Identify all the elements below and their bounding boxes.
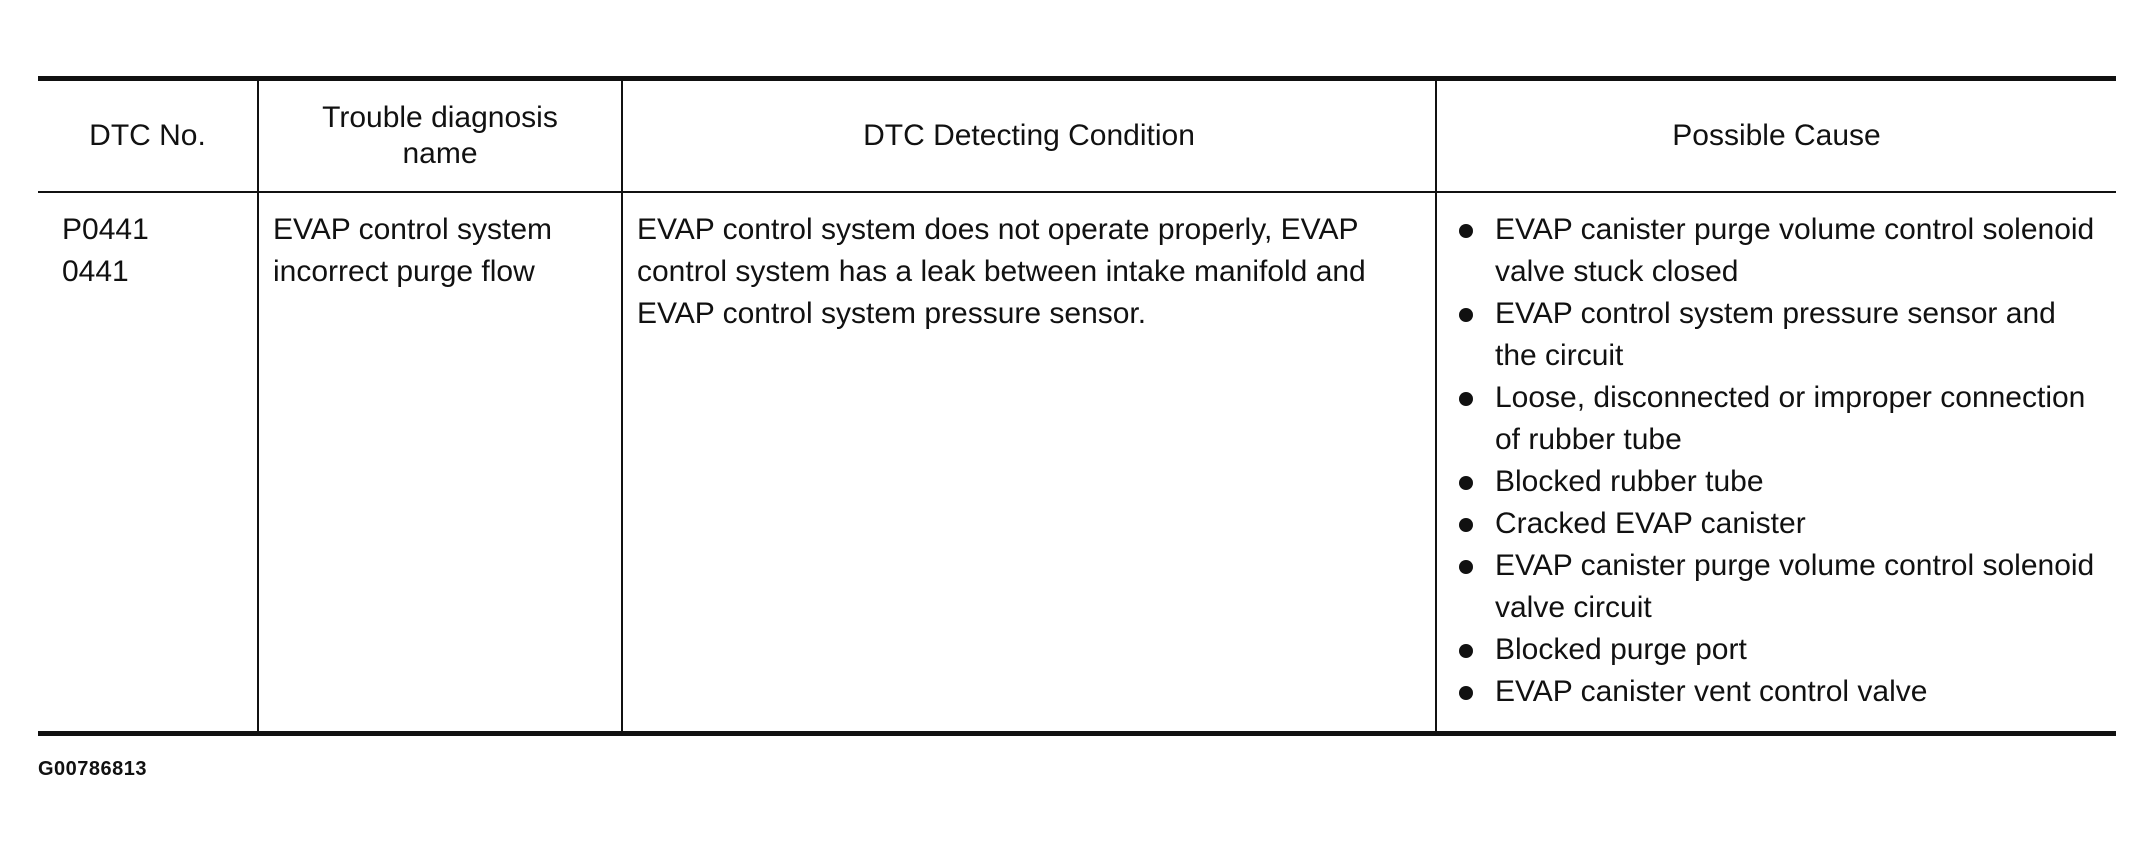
bullet-icon bbox=[1459, 476, 1473, 490]
cause-text: Blocked rubber tube bbox=[1495, 465, 1764, 498]
cause-text: Cracked EVAP canister bbox=[1495, 507, 1806, 540]
header-dtc-detecting-condition: DTC Detecting Condition bbox=[622, 79, 1436, 193]
list-item bbox=[1451, 293, 2102, 377]
header-trouble-line-2: name bbox=[402, 137, 478, 170]
bullet-icon bbox=[1459, 686, 1473, 700]
header-possible-cause: Possible Cause bbox=[1436, 79, 2116, 193]
dtc-table bbox=[38, 76, 2116, 736]
header-row bbox=[38, 79, 2116, 193]
cause-text: EVAP control system pressure sensor and the circuit bbox=[1495, 297, 2056, 372]
possible-cause-cell bbox=[1436, 192, 2116, 734]
dtc-code-cell bbox=[38, 192, 258, 734]
trouble-name-cell: EVAP control system incorrect purge flow bbox=[258, 192, 622, 734]
bullet-icon bbox=[1459, 224, 1473, 238]
list-item bbox=[1451, 629, 2102, 671]
list-item bbox=[1451, 377, 2102, 461]
bullet-icon bbox=[1459, 560, 1473, 574]
bullet-icon bbox=[1459, 392, 1473, 406]
cause-text: EVAP canister purge volume control solenoid valve stuck closed bbox=[1495, 213, 2095, 288]
bullet-icon bbox=[1459, 644, 1473, 658]
dtc-code-secondary: 0441 bbox=[62, 255, 129, 288]
table-body bbox=[38, 192, 2116, 734]
cause-text: EVAP canister vent control valve bbox=[1495, 675, 1928, 708]
cause-text: EVAP canister purge volume control solenoid valve circuit bbox=[1495, 549, 2095, 624]
figure-id: G00786813 bbox=[38, 758, 148, 780]
cause-text: Loose, disconnected or improper connection of rubber tube bbox=[1495, 381, 2086, 456]
bullet-icon bbox=[1459, 518, 1473, 532]
table-header bbox=[38, 79, 2116, 193]
header-trouble-line-1: Trouble diagnosis bbox=[322, 101, 558, 134]
detecting-condition-cell: EVAP control system does not operate properly, EVAP control system has a leak between intake manifold and EVAP control system pressure sensor. bbox=[622, 192, 1436, 734]
list-item bbox=[1451, 461, 2102, 503]
list-item bbox=[1451, 545, 2102, 629]
list-item bbox=[1451, 209, 2102, 293]
dtc-code-primary: P0441 bbox=[62, 213, 149, 246]
cause-text: Blocked purge port bbox=[1495, 633, 1747, 666]
cause-list bbox=[1451, 209, 2102, 713]
list-item bbox=[1451, 671, 2102, 713]
bullet-icon bbox=[1459, 308, 1473, 322]
table-row bbox=[38, 192, 2116, 734]
header-trouble-diagnosis-name bbox=[258, 79, 622, 193]
header-dtc-no: DTC No. bbox=[38, 79, 258, 193]
list-item bbox=[1451, 503, 2102, 545]
